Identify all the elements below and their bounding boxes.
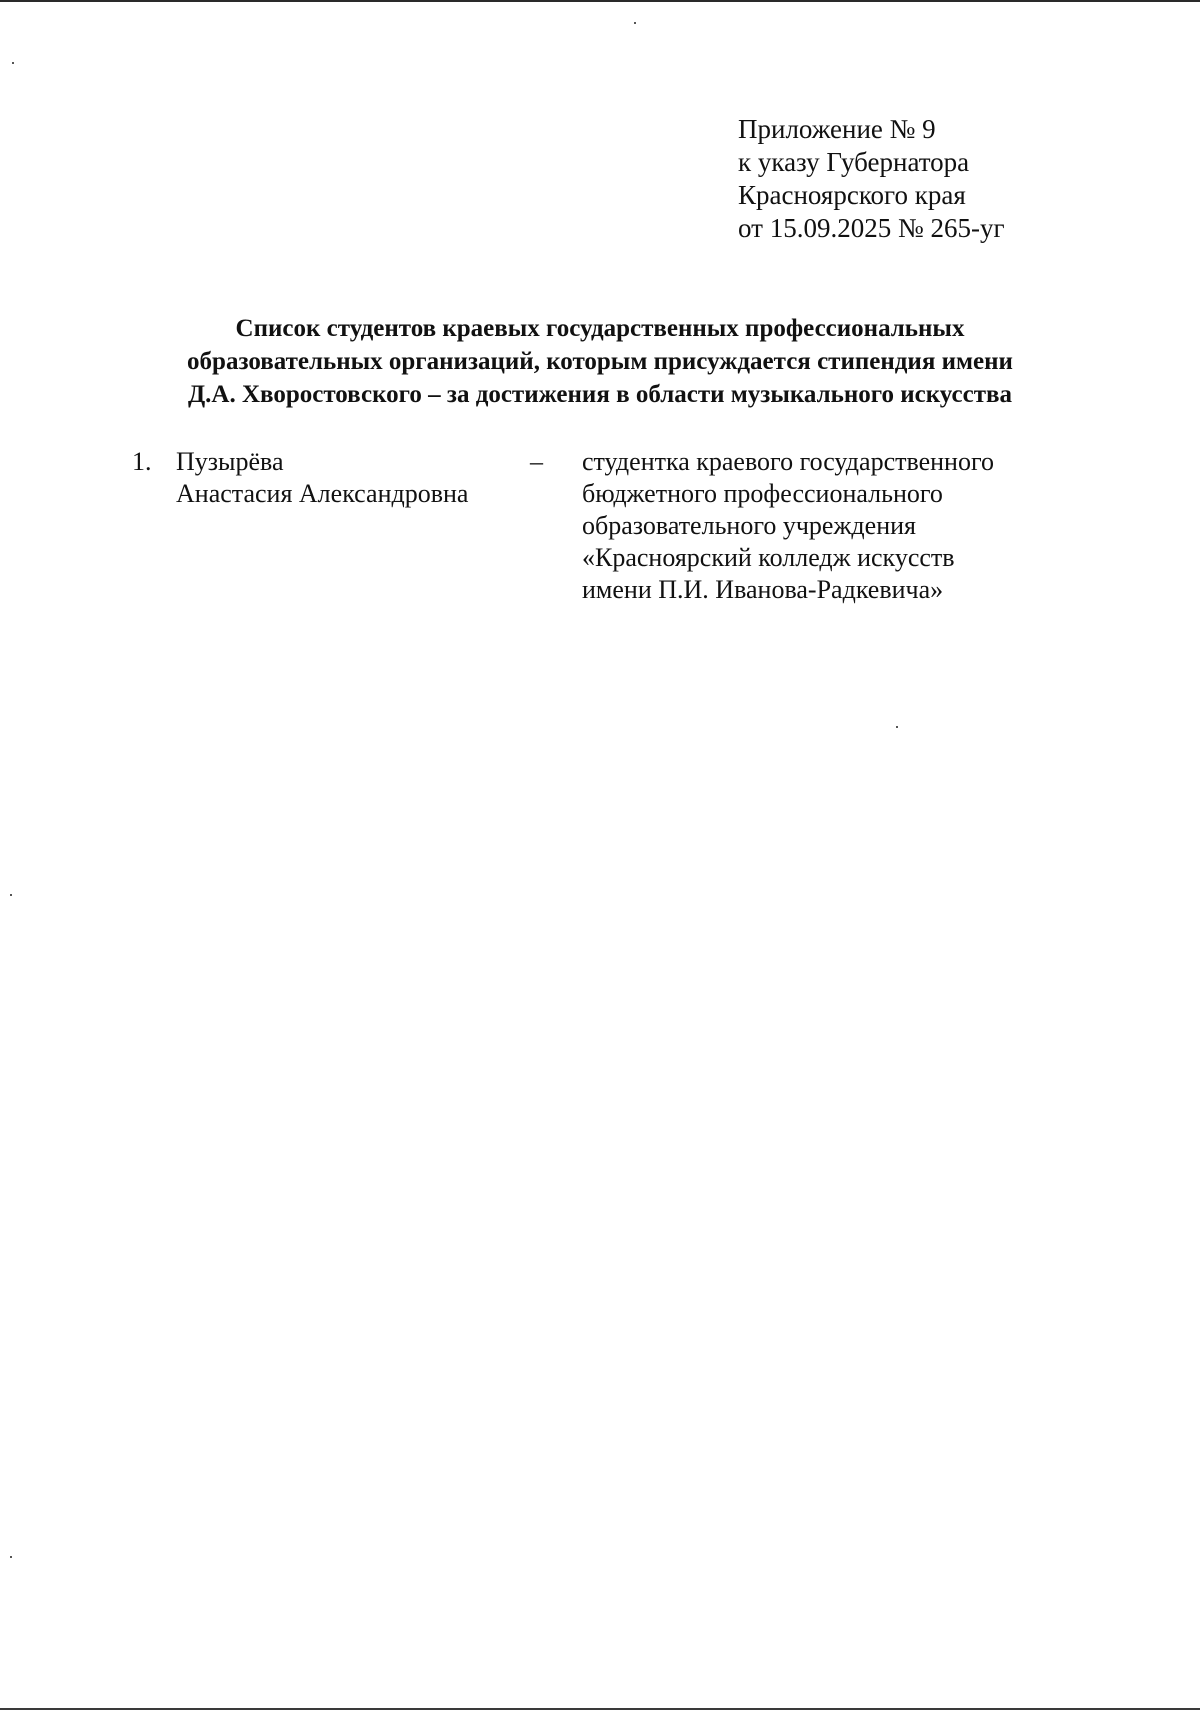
student-name bbox=[176, 446, 468, 510]
appendix-reference bbox=[738, 113, 1005, 245]
description-line-2: бюджетного профессионального bbox=[582, 479, 943, 508]
student-given-names: Анастасия Александровна bbox=[176, 479, 469, 508]
scan-edge-bottom bbox=[0, 1708, 1200, 1710]
scan-speck bbox=[896, 726, 898, 728]
appendix-region: Красноярского края bbox=[738, 180, 966, 210]
title-line-3: Д.А. Хворостовского – за достижения в области музыкального искусства bbox=[187, 381, 1013, 408]
scan-speck bbox=[10, 894, 12, 896]
description-line-3: образовательного учреждения bbox=[582, 511, 916, 540]
description-line-4: «Красноярский колледж искусств bbox=[582, 543, 955, 572]
scan-edge-top bbox=[0, 0, 1200, 2]
description-line-5: имени П.И. Иванова-Радкевича» bbox=[582, 575, 944, 604]
scan-speck bbox=[634, 22, 636, 24]
title-line-1: Список студентов краевых государственных профессиональных bbox=[235, 315, 965, 342]
scan-speck bbox=[10, 1556, 12, 1558]
description-line-1: студентка краевого государственного bbox=[582, 447, 994, 476]
list-item-dash: – bbox=[530, 447, 543, 476]
appendix-decree: к указу Губернатора bbox=[738, 147, 970, 177]
title-line-2: образовательных организаций, которым присуждается стипендия имени bbox=[187, 348, 1013, 375]
document-title bbox=[100, 312, 1100, 411]
student-description bbox=[582, 446, 994, 606]
appendix-date: от 15.09.2025 № 265-уг bbox=[738, 213, 1005, 243]
list-item-number: 1. bbox=[132, 447, 152, 476]
appendix-number: Приложение № 9 bbox=[738, 114, 936, 144]
student-surname: Пузырёва bbox=[176, 447, 284, 476]
scan-speck bbox=[12, 62, 14, 64]
